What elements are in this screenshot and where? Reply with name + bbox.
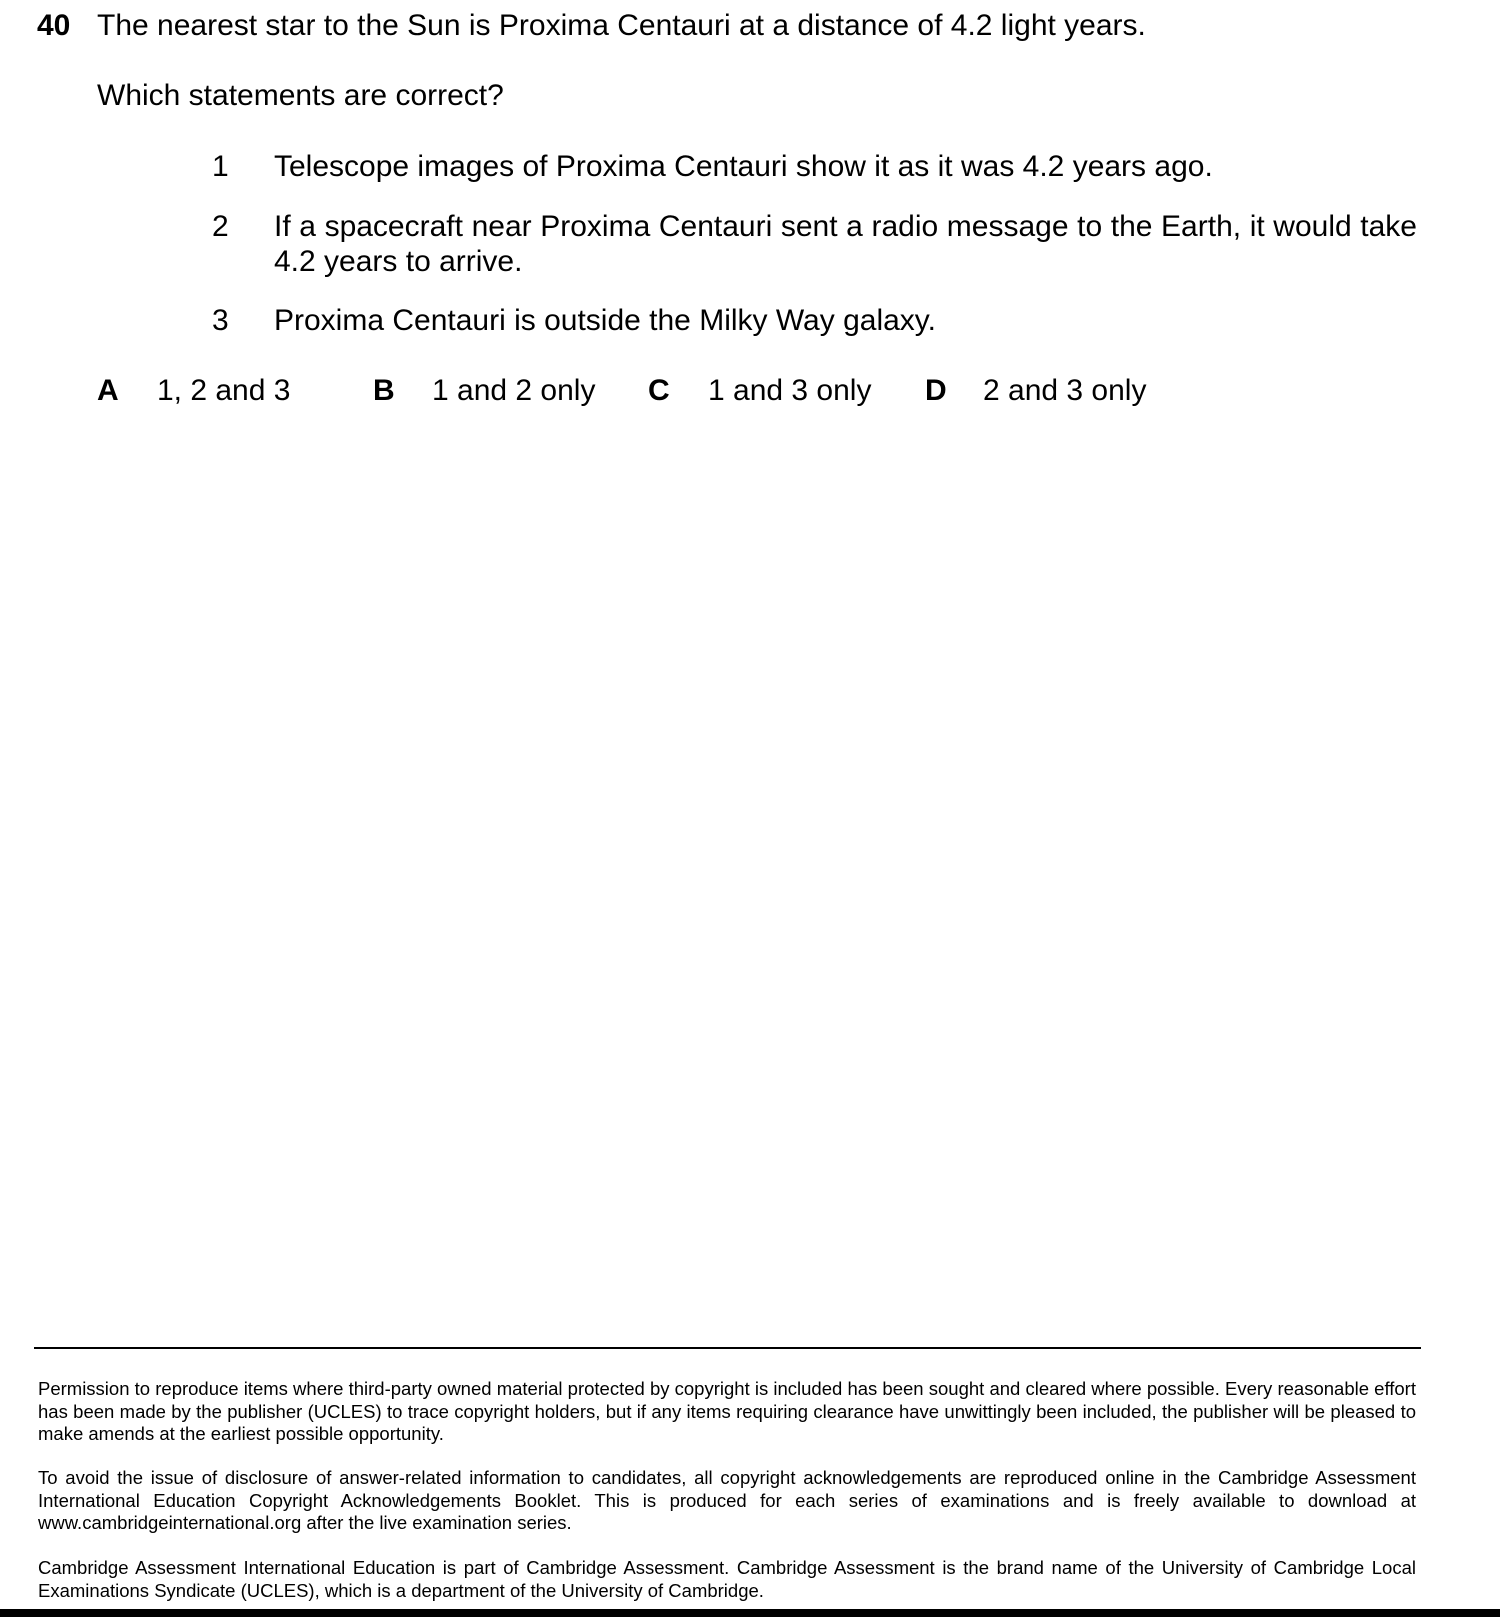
question-number: 40 [37, 9, 71, 42]
option-c-letter: C [648, 374, 670, 407]
statement-item [212, 149, 1417, 189]
option-b-text: 1 and 2 only [432, 374, 596, 407]
answer-options [0, 374, 1500, 414]
statement-item [212, 209, 1417, 284]
question-stem: The nearest star to the Sun is Proxima Centauri at a distance of 4.2 light years. [97, 9, 1146, 42]
statement-text: Telescope images of Proxima Centauri show it as it was 4.2 years ago. [274, 150, 1213, 183]
option-a-text: 1, 2 and 3 [157, 374, 291, 407]
option-d-text: 2 and 3 only [983, 374, 1147, 407]
option-d-letter: D [925, 374, 947, 407]
statement-text: If a spacecraft near Proxima Centauri sent a radio message to the Earth, it would take 4.2 years to arrive. [274, 210, 1417, 278]
footer-organisation-paragraph: Cambridge Assessment International Education is part of Cambridge Assessment. Cambridge Assessment is the brand name of the University of Cambridge Local Examinations Syndicate (UCLES), which is a department of the University of Cambridge. [38, 1557, 1416, 1601]
footer-divider [34, 1347, 1421, 1349]
statement-number: 3 [212, 304, 229, 337]
footer-copyright-paragraph: Permission to reproduce items where third-party owned material protected by copyright is included has been sought and cleared where possible. Every reasonable effort has been made by the publisher (UCLES) to trace copyright holders, but if any items requiring clearance have unwittingly been included, the publisher will be pleased to make amends at the earliest possible opportunity. [38, 1378, 1416, 1444]
footer-acknowledgements-paragraph: To avoid the issue of disclosure of answer-related information to candidates, all copyright acknowledgements are reproduced online in the Cambridge Assessment International Education Copyright Acknowledgements Booklet. This is produced for each series of examinations and is freely available to download at www.cambridgeinternational.org after the live examination series. [38, 1467, 1416, 1533]
statement-number: 1 [212, 150, 229, 183]
statement-text: Proxima Centauri is outside the Milky Way galaxy. [274, 304, 936, 337]
page-bottom-bar [0, 1609, 1500, 1617]
option-c-text: 1 and 3 only [708, 374, 872, 407]
option-b-letter: B [373, 374, 395, 407]
question-prompt: Which statements are correct? [97, 79, 504, 112]
statement-item [212, 303, 1417, 343]
statement-number: 2 [212, 210, 229, 243]
option-a-letter: A [97, 374, 119, 407]
